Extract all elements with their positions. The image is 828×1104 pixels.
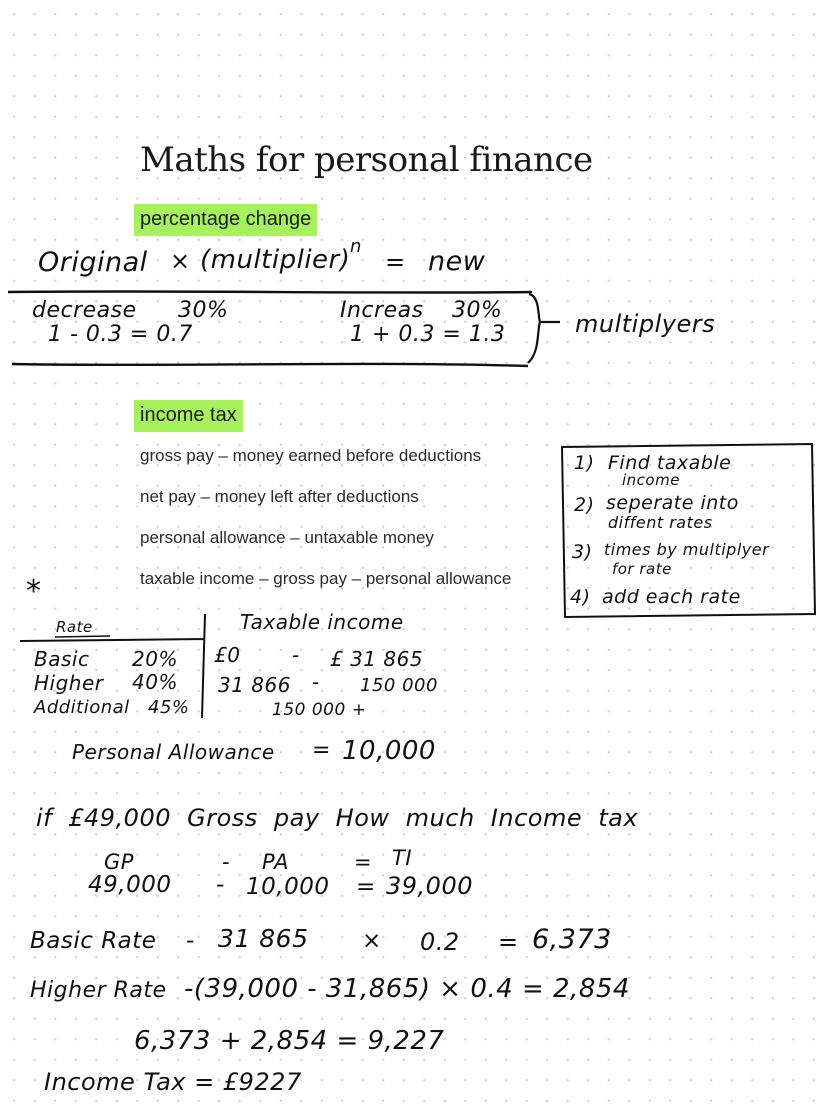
row-basic-pct: 20% xyxy=(132,647,178,671)
formula-multiplier: (multiplier) xyxy=(200,245,351,275)
step-2-line2: diffent rates xyxy=(608,513,713,532)
row-basic-rate: Basic xyxy=(34,647,90,671)
row-higher-rate: Higher xyxy=(34,671,104,695)
decrease-label: decrease xyxy=(32,298,137,323)
step-3-line1: times by multiplyer xyxy=(604,540,770,559)
heading-percentage-change: percentage change xyxy=(134,204,317,236)
higher-rate-expr: -(39,000 - 31,865) × 0.4 = 2,854 xyxy=(184,974,630,1004)
basic-rate-mult: 0.2 xyxy=(420,928,460,956)
definition-net-pay: net pay – money left after deductions xyxy=(140,487,419,506)
final-answer: Income Tax = £9227 xyxy=(44,1068,302,1096)
higher-rate-label: Higher Rate xyxy=(30,978,167,1003)
row-additional-pct: 45% xyxy=(148,697,190,718)
basic-rate-op: - xyxy=(186,928,195,954)
page-title: Maths for personal finance xyxy=(140,140,593,180)
step-2-num: 2) xyxy=(574,494,595,516)
definition-taxable-income: taxable income – gross pay – personal allowance xyxy=(140,569,512,588)
work-pa: PA xyxy=(262,850,289,874)
bracket-top-line xyxy=(8,291,532,292)
work-gross-value: 49,000 xyxy=(88,872,172,898)
heading-income-tax: income tax xyxy=(134,400,243,432)
increase-pct: 30% xyxy=(452,298,503,323)
allowance-label: Personal Allowance xyxy=(72,740,275,764)
definition-gross-pay: gross pay – money earned before deductions xyxy=(140,446,482,465)
basic-rate-label: Basic Rate xyxy=(30,928,157,954)
right-brace xyxy=(528,294,560,363)
table-header-taxable-income: Taxable income xyxy=(240,610,404,634)
sum-line: 6,373 + 2,854 = 9,227 xyxy=(134,1026,445,1056)
row-higher-dash: - xyxy=(312,670,320,694)
rate-underline xyxy=(55,636,110,637)
row-basic-dash: - xyxy=(292,643,300,667)
formula-power: n xyxy=(350,236,362,257)
allowance-value: 10,000 xyxy=(342,736,436,766)
row-basic-to: £ 31 865 xyxy=(330,647,424,671)
work-eq1: = xyxy=(354,850,373,874)
question-text: if £49,000 Gross pay How much Income tax xyxy=(36,804,639,832)
formula-original: Original xyxy=(38,247,148,278)
row-higher-from: 31 866 xyxy=(218,673,291,697)
step-1-line2: income xyxy=(622,471,680,489)
work-op1: - xyxy=(222,850,231,874)
work-allowance-value: 10,000 xyxy=(246,874,330,900)
step-1-line1: Find taxable xyxy=(608,452,732,474)
table-header-rate: Rate xyxy=(56,618,93,636)
allowance-equals: = xyxy=(312,738,331,763)
work-eq2: = xyxy=(356,874,376,900)
step-3-line2: for rate xyxy=(612,560,672,578)
work-gp: GP xyxy=(104,850,134,874)
star-mark: * xyxy=(26,574,42,609)
decrease-pct: 30% xyxy=(178,298,229,323)
step-4-line1: add each rate xyxy=(602,586,741,608)
increase-label: Increas xyxy=(340,298,424,323)
work-ti: TI xyxy=(392,846,413,870)
definition-personal-allowance: personal allowance – untaxable money xyxy=(140,528,434,547)
row-basic-from: £0 xyxy=(214,643,241,667)
row-higher-to: 150 000 xyxy=(360,675,438,696)
basic-rate-amount: 31 865 xyxy=(218,924,309,953)
multiplyers-note: multiplyers xyxy=(575,310,716,338)
formula-new: new xyxy=(428,246,486,277)
row-higher-pct: 40% xyxy=(132,670,178,694)
row-additional-to: 150 000 + xyxy=(272,700,367,720)
work-op2: - xyxy=(216,872,225,898)
bracket-bottom-line xyxy=(12,364,528,366)
work-taxable-value: 39,000 xyxy=(386,872,473,900)
row-additional-rate: Additional xyxy=(34,697,130,718)
decrease-calc: 1 - 0.3 = 0.7 xyxy=(48,322,193,347)
step-2-line1: seperate into xyxy=(606,492,739,514)
step-4-num: 4) xyxy=(570,586,591,608)
basic-rate-eq: = xyxy=(498,928,519,956)
formula-equals: = xyxy=(385,248,406,276)
step-3-num: 3) xyxy=(572,541,593,563)
basic-rate-result: 6,373 xyxy=(532,924,612,955)
formula-times: × xyxy=(170,247,191,275)
increase-calc: 1 + 0.3 = 1.3 xyxy=(350,322,506,347)
basic-rate-times: × xyxy=(362,928,382,954)
step-1-num: 1) xyxy=(574,452,595,474)
